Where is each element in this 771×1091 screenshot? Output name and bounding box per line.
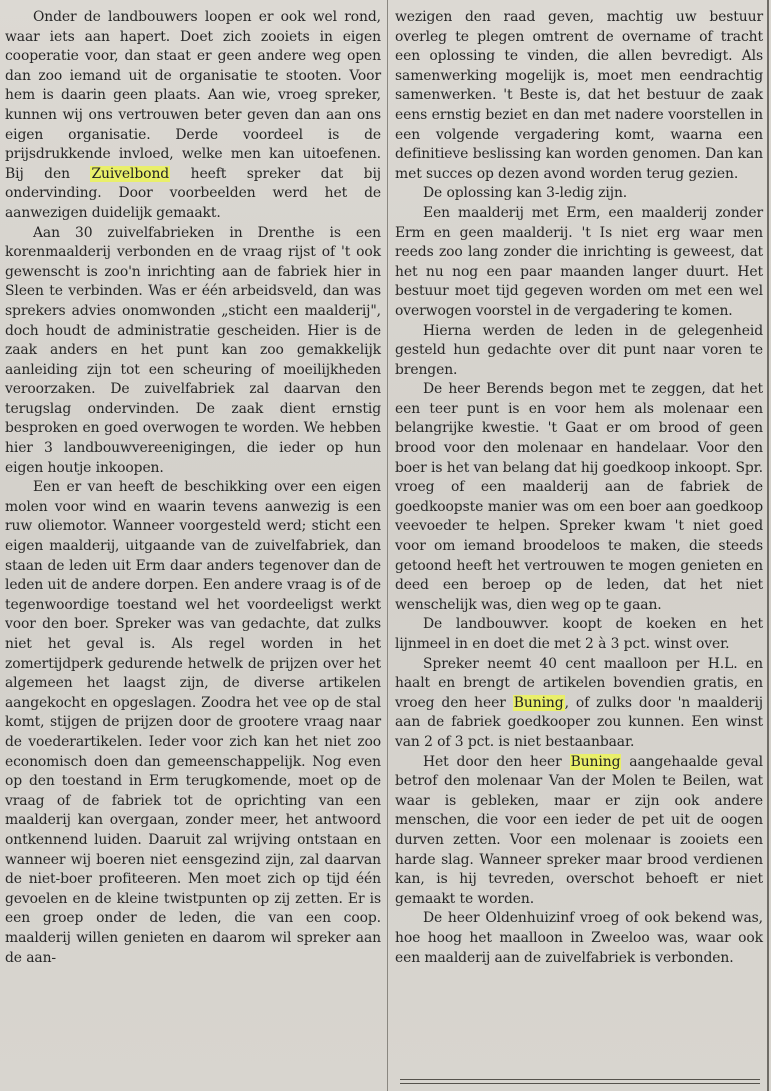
text-run: , of zulks door 'n maalderij aan de fabriek goedkooper zou kunnen. Een winst van 2 of 3 pct. is niet bestaanbaar. xyxy=(395,694,764,750)
text-run: aangehaalde geval betrof den molenaar Van der Molen te Beilen, wat waar is gebleken, maar er zijn ook andere menschen, die voor een ieder de pet uit de oogen durven zetten. Voor een molenaar is zooiets een harde slag. Wanneer spreker maar brood verdienen kan, is hij tevreden, overschot behoeft er niet gemaakt te worden. xyxy=(395,753,764,907)
paragraph xyxy=(395,655,763,753)
highlighted-name: Buning xyxy=(513,694,564,711)
text-run: Een er van heeft de beschikking over een eigen molen voor wind en waarin tevens aanwezig is een ruw oliemotor. Wanneer voorgesteld werd; sticht een eigen maalderij, uitgaande van de zuivelfabriek, dan staan de leden uit Erm daar anders tegenover dan de leden uit de andere dorpen. Een andere vraag is of de tegenwoordige toestand wel het voordeeligst werkt voor den boer. Spreker was van gedachte, dat zulks niet het geval is. Als regel worden in het zomertijdperk gedurende hetwelk de prijzen over het algemeen het laagst zijn, de diverse artikelen aangekocht en opgeslagen. Zoodra het vee op de stal komt, stijgen de prijzen door de grootere vraag naar de voederartikelen. Ieder voor zich kan het niet zoo economisch doen dan gemeenschappelijk. Nog even op den toestand in Erm terugkomende, moet op de vraag of de fabriek tot de oprichting van een maalderij kan overgaan, zonder meer, het antwoord ontkennend luiden. Daaruit zal wrijving ontstaan en wanneer wij boeren niet eensgezind zijn, zal daarvan de niet-boer profiteeren. Men moet zich op tijd één gevoelen en de kleine twistpunten op zij zetten. Er is een groep onder de leden, die van een coop. maalderij willen genieten en daarom wil spreker aan de aan- xyxy=(5,479,381,966)
paragraph xyxy=(5,8,381,224)
text-run: De landbouwver. koopt de koeken en het lijnmeel in en doet die met 2 à 3 pct. winst over. xyxy=(395,616,763,652)
left-column xyxy=(5,8,381,968)
text-run: heeft spreker dat bij ondervinding. Door voorbeelden werd het de aanwezigen duidelijk gemaakt. xyxy=(5,165,381,221)
column-divider xyxy=(387,0,388,1091)
text-run: Aan 30 zuivelfabrieken in Drenthe is een korenmaalderij verbonden en de vraag rijst of 't ook gewenscht is zoo'n inrichting aan de fabriek hier in Sleen te verbinden. Was er één arbeidsveld, dan was sprekers advies onomwonden „sticht een maalderij", doch houdt de administratie gescheiden. Hier is de zaak anders en het punt kan zoo gemakkelijk aanleiding zijn tot een scheuring of moeilijkheden veroorzaken. De zuivelfabriek zal daarvan den terugslag ondervinden. De zaak dient ernstig besproken en goed overwogen te worden. We hebben hier 3 landbouwvereenigingen, die ieder op hun eigen houtje inkoopen. xyxy=(5,224,381,476)
paragraph xyxy=(395,184,763,204)
text-run: Spreker neemt 40 cent maalloon per H.L. en haalt en brengt de artikelen bovendien gratis, en vroeg den heer xyxy=(395,655,763,711)
paragraph xyxy=(395,322,763,381)
paragraph xyxy=(5,224,381,479)
page-edge-rule xyxy=(767,0,769,1091)
paragraph xyxy=(395,909,763,968)
article-end-rule xyxy=(400,1079,760,1084)
paragraph xyxy=(395,615,763,654)
text-run: De heer Berends begon met te zeggen, dat het een teer punt is en voor hem als molenaar een belangrijke kwestie. 't Gaat er om brood of geen brood voor den molenaar en handelaar. Voor den boer is het van belang dat hij goedkoop inkoopt. Spr. vroeg of een maalderij aan de fabriek de goedkoopste manier was om een boer aan goedkoop veevoeder te helpen. Spreker kwam 't niet goed voor om iemand broodeloos te maken, die steeds getoond heeft het vertrouwen te mogen genieten en deed een beroep op de leden, dat het niet wenschelijk was, dien weg op te gaan. xyxy=(395,381,763,613)
paragraph xyxy=(5,478,381,968)
right-column xyxy=(395,8,763,968)
paragraph xyxy=(395,380,763,615)
highlighted-name: Buning xyxy=(570,753,621,770)
paragraph xyxy=(395,204,763,322)
text-run: wezigen den raad geven, machtig uw bestuur overleg te plegen omtrent de overname of tracht een oplossing te vinden, die allen bevredigt. Als samenwerking mogelijk is, moet men eendrachtig samenwerken. 't Beste is, dat het bestuur de zaak eens ernstig beziet en dan met nadere voorstellen in een volgende vergadering komt, waarna een definitieve beslissing kan worden genomen. Dan kan met succes op dezen avond worden terug gezien. xyxy=(395,9,763,182)
paragraph xyxy=(395,8,763,184)
text-run: Hierna werden de leden in de gelegenheid gesteld hun gedachte over dit punt naar voren te brengen. xyxy=(395,322,763,378)
text-run: Het door den heer xyxy=(423,753,570,770)
paragraph xyxy=(395,753,763,910)
highlighted-name: Zuivelbond xyxy=(91,165,170,182)
text-run: Een maalderij met Erm, een maalderij zonder Erm en geen maalderij. 't Is niet erg waar men reeds zoo lang zonder die inrichting is geweest, dat het nu nog een paar maanden langer duurt. Het bestuur moet tijd gegeven worden om met een wel overwogen voorstel in de vergadering te komen. xyxy=(395,204,763,319)
text-run: Onder de landbouwers loopen er ook wel rond, waar iets aan hapert. Doet zich zooiets in eigen cooperatie voor, dan staat er geen andere weg open dan zoo iemand uit de organisatie te stooten. Voor hem is daarin geen plaats. Aan wie, vroeg spreker, kunnen wij ons vertrouwen beter geven dan aan ons eigen organisatie. Derde voordeel is de prijsdrukkende invloed, welke men kan uitoefenen. Bij den xyxy=(5,9,381,182)
text-run: De heer Oldenhuizinf vroeg of ook bekend was, hoe hoog het maalloon in Zweeloo was, waar ook een maalderij aan de zuivelfabriek is verbonden. xyxy=(395,910,763,966)
text-run: De oplossing kan 3-ledig zijn. xyxy=(423,185,628,202)
